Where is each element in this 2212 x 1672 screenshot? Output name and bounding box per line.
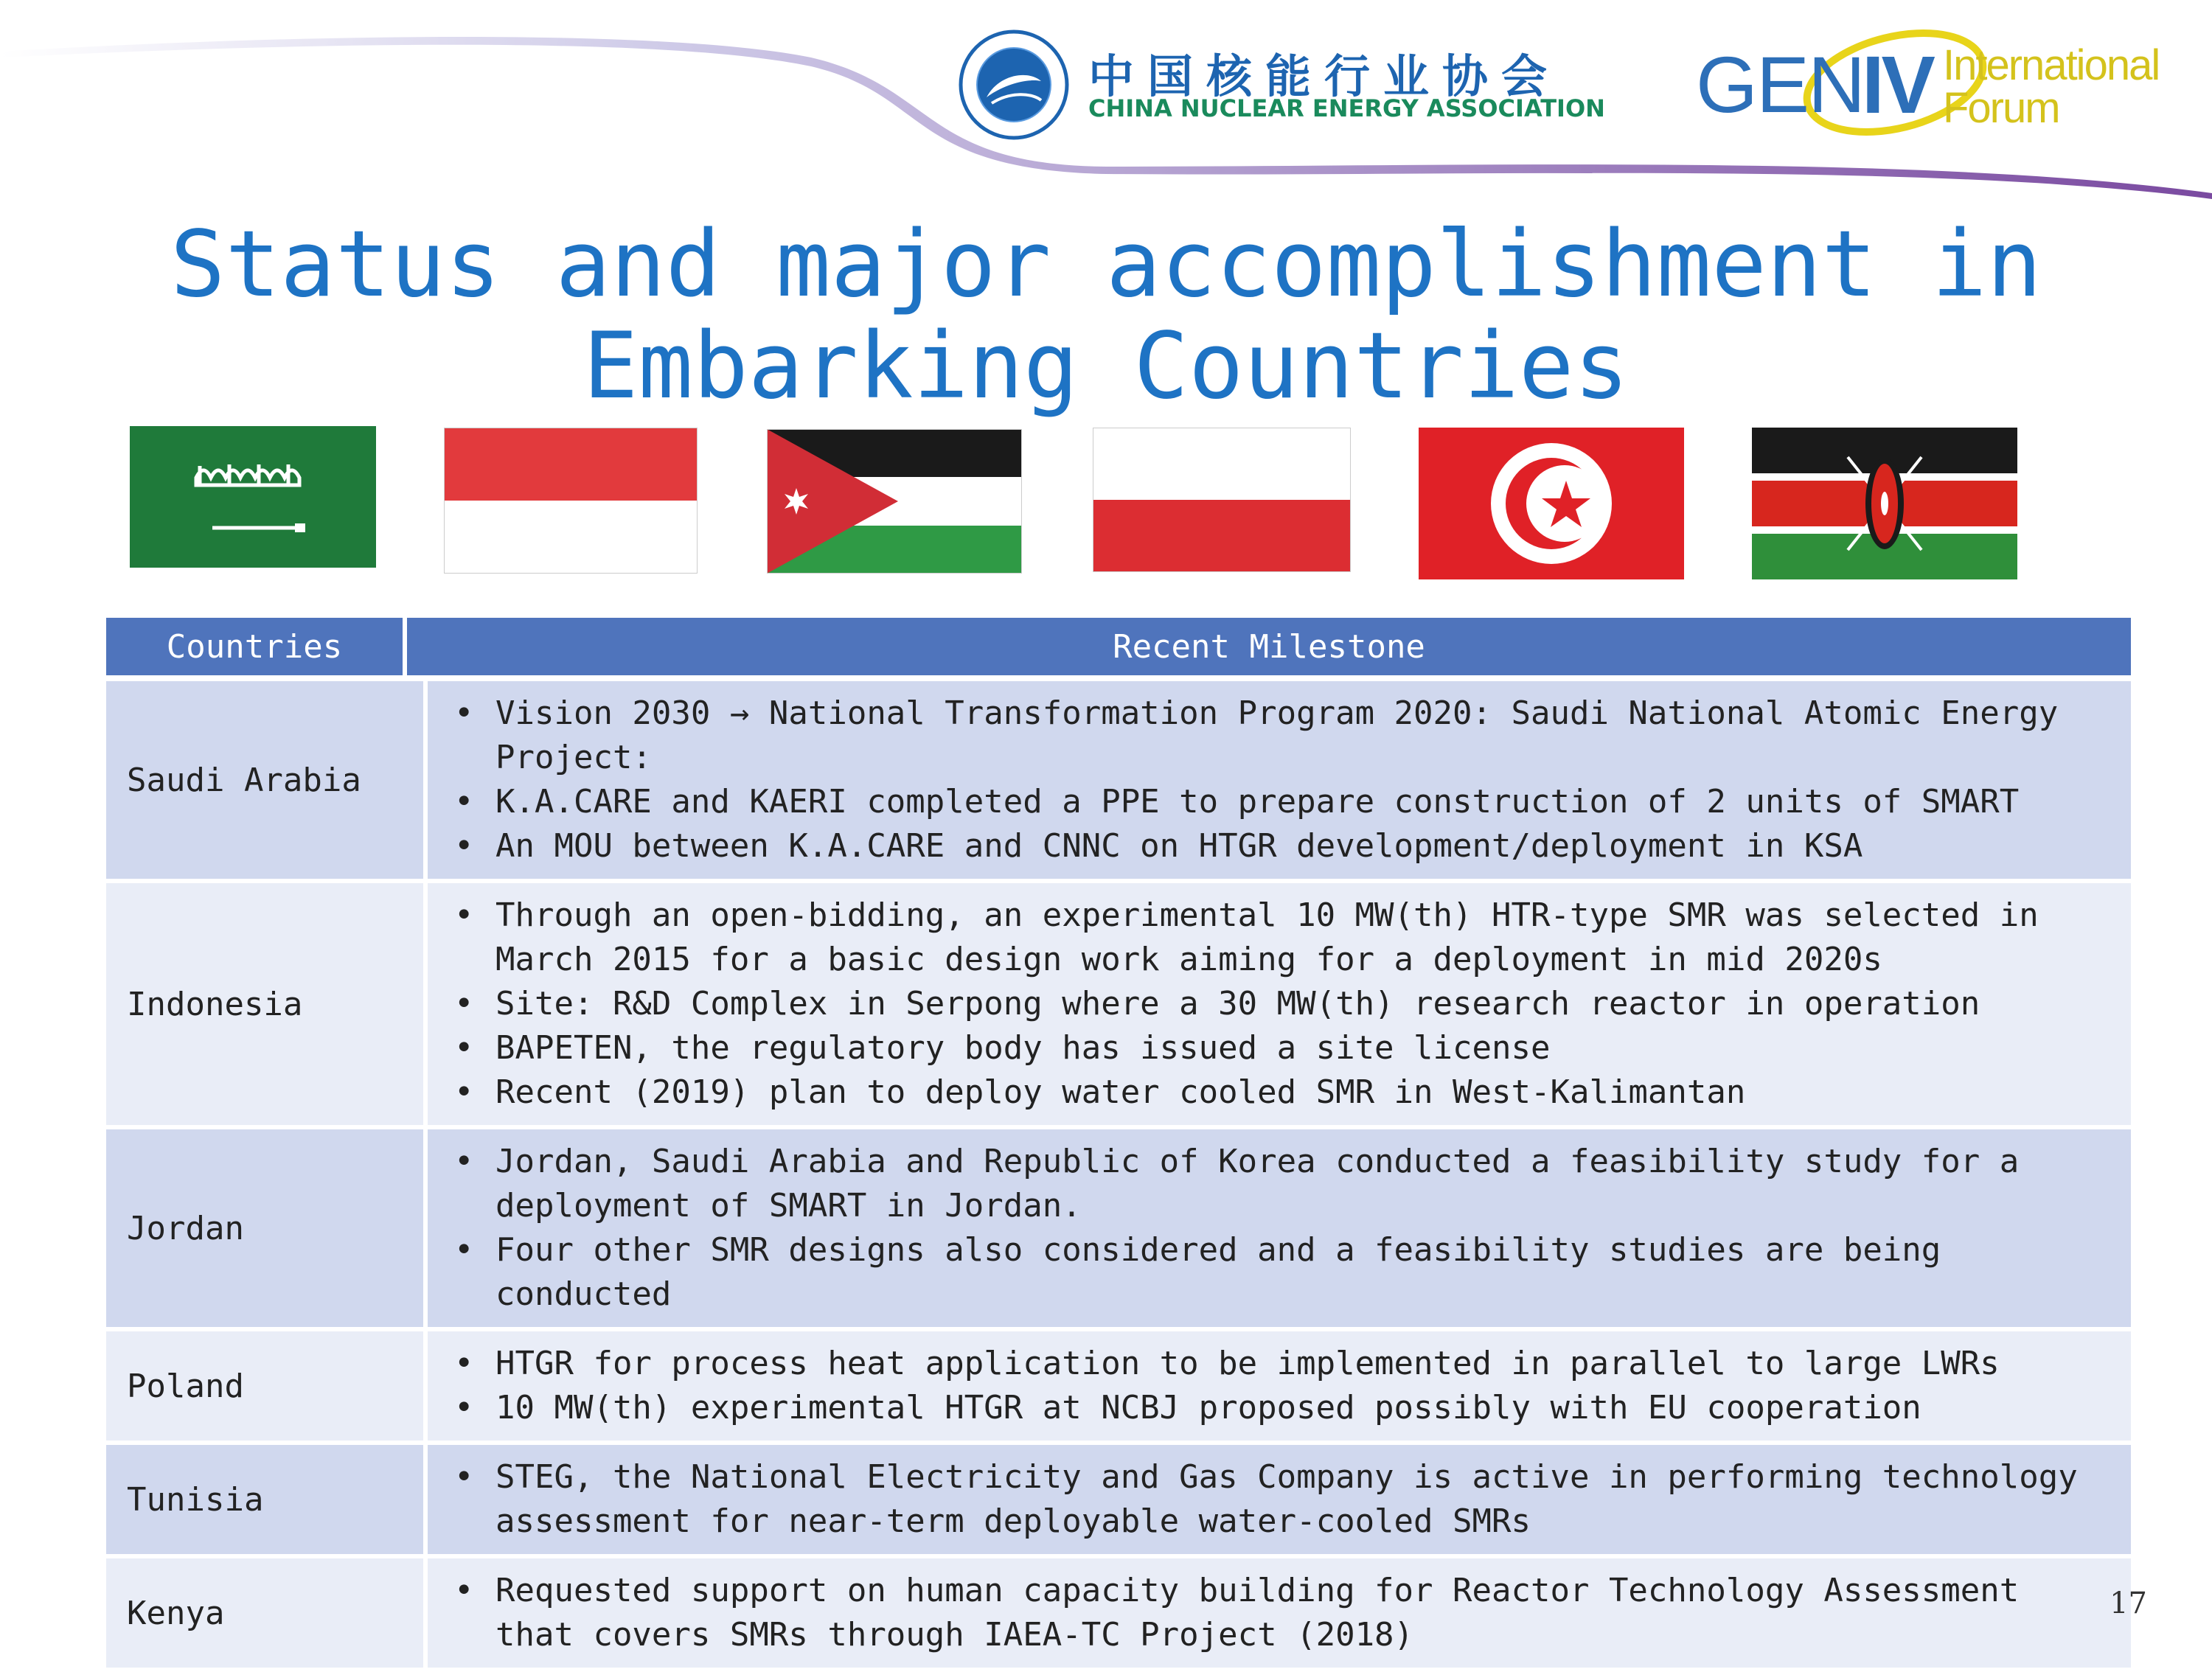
milestone-cell xyxy=(428,1558,2131,1668)
table-row xyxy=(106,1331,2131,1441)
gen-logo-international: International xyxy=(1943,41,2160,89)
table-row xyxy=(106,1558,2131,1668)
milestone-item: • STEG, the National Electricity and Gas Company is active in performing technology assessment for near-term deployable water-cooled SMRs xyxy=(454,1455,2109,1544)
milestone-cell xyxy=(428,1129,2131,1327)
tunisia-flag xyxy=(1419,428,1684,579)
page-title xyxy=(0,214,2212,417)
gen-logo-iv: IV xyxy=(1862,40,1933,130)
country-cell: Tunisia xyxy=(106,1445,423,1554)
milestone-item: • Jordan, Saudi Arabia and Republic of Korea conducted a feasibility study for a deployment of SMART in Jordan. xyxy=(454,1140,2109,1228)
milestone-item: • 10 MW(th) experimental HTGR at NCBJ proposed possibly with EU cooperation xyxy=(454,1386,2109,1430)
country-cell: Jordan xyxy=(106,1129,423,1327)
milestone-item: • An MOU between K.A.CARE and CNNC on HTGR development/deployment in KSA xyxy=(454,824,2109,868)
milestone-item: • HTGR for process heat application to be implemented in parallel to large LWRs xyxy=(454,1342,2109,1386)
cnea-logo-block xyxy=(959,29,1607,140)
table-row xyxy=(106,1129,2131,1327)
cnea-name-en: CHINA NUCLEAR ENERGY ASSOCIATION xyxy=(1088,94,1605,122)
milestone-item: • Requested support on human capacity building for Reactor Technology Assessment that covers SMRs through IAEA-TC Project (2018) xyxy=(454,1569,2109,1657)
page-number: 17 xyxy=(2110,1586,2147,1620)
milestone-item: • Four other SMR designs also considered and a feasibility studies are being conducted xyxy=(454,1228,2109,1317)
milestone-cell xyxy=(428,1331,2131,1441)
country-cell: Kenya xyxy=(106,1558,423,1668)
kenya-flag xyxy=(1752,428,2017,579)
gen-logo-forum-text xyxy=(1943,41,2160,132)
table-row xyxy=(106,883,2131,1125)
table-row xyxy=(106,681,2131,879)
milestone-cell xyxy=(428,681,2131,879)
indonesia-flag xyxy=(444,428,698,574)
country-cell: Saudi Arabia xyxy=(106,681,423,879)
milestone-item: • Through an open-bidding, an experimental 10 MW(th) HTR-type SMR was selected in March 2015 for a basic design work aiming for a deployment in mid 2020s xyxy=(454,894,2109,982)
gen-logo-gen: GEN xyxy=(1696,40,1865,129)
cnea-name-cn: 中国核能行业协会 xyxy=(1088,49,1561,103)
header-countries: Countries xyxy=(106,618,403,675)
milestone-cell xyxy=(428,1445,2131,1554)
title-line-2: Embarking Countries xyxy=(582,313,1630,419)
gen-iv-logo xyxy=(1696,22,2197,140)
milestone-cell xyxy=(428,883,2131,1125)
milestone-item: • Vision 2030 → National Transformation Program 2020: Saudi National Atomic Energy Project: xyxy=(454,692,2109,780)
milestone-item: • Site: R&D Complex in Serpong where a 30 MW(th) research reactor in operation xyxy=(454,982,2109,1026)
milestone-item: • BAPETEN, the regulatory body has issued a site license xyxy=(454,1026,2109,1070)
cnea-seal-icon xyxy=(959,29,1069,140)
country-cell: Poland xyxy=(106,1331,423,1441)
milestone-table xyxy=(106,618,2131,1672)
gen-logo-forum: Forum xyxy=(1943,84,2059,132)
jordan-flag xyxy=(767,429,1022,574)
table-row xyxy=(106,1445,2131,1554)
poland-flag xyxy=(1093,428,1351,572)
table-header xyxy=(106,618,2131,675)
milestone-item: • Recent (2019) plan to deploy water cooled SMR in West-Kalimantan xyxy=(454,1070,2109,1115)
title-line-1: Status and major accomplishment in xyxy=(170,212,2042,318)
country-cell: Indonesia xyxy=(106,883,423,1125)
header-recent-milestone: Recent Milestone xyxy=(407,618,2131,675)
milestone-item: • K.A.CARE and KAERI completed a PPE to prepare construction of 2 units of SMART xyxy=(454,780,2109,824)
saudi-arabia-flag xyxy=(130,426,376,568)
